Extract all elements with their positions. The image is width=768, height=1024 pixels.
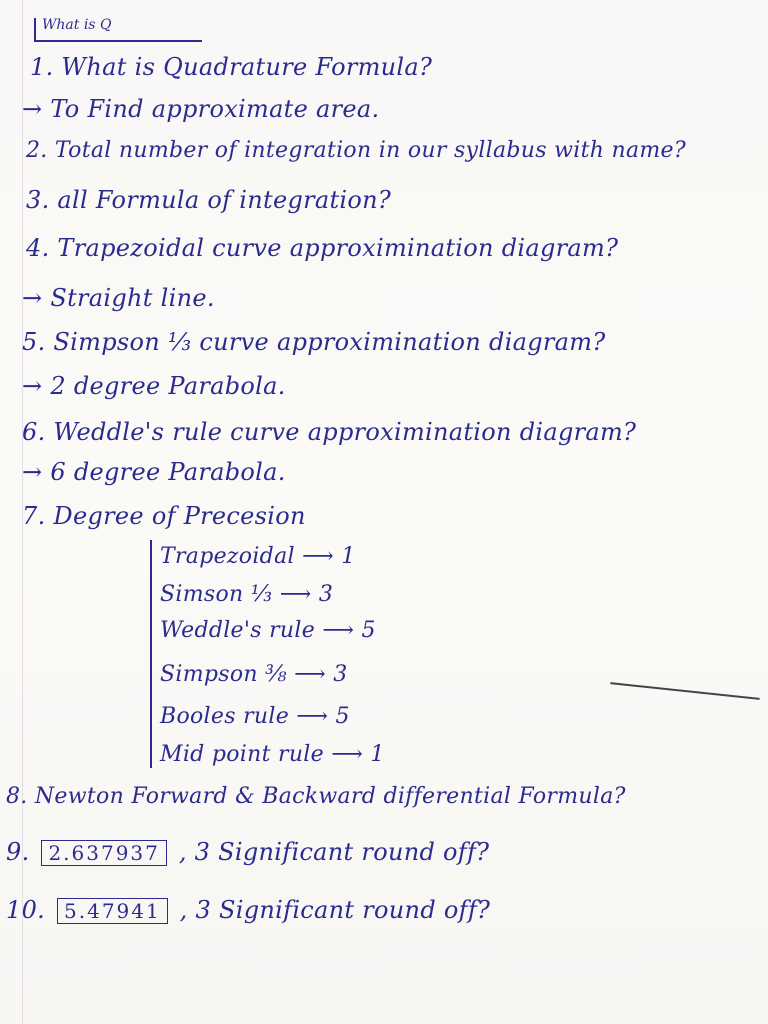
arrow-right-icon: ⟶	[296, 704, 336, 729]
tree-item-2	[160, 584, 333, 606]
question-9	[6, 840, 489, 866]
tree-item-6-value: 1	[370, 742, 385, 767]
answer-6: → 6 degree Parabola.	[22, 458, 286, 486]
question-6: 6. Weddle's rule curve approximination diagram?	[22, 418, 637, 446]
boxed-number: 5.47941	[57, 898, 168, 924]
question-9-number: 9.	[6, 838, 30, 866]
question-9-text: , 3 Significant round off?	[178, 838, 490, 866]
header-fragment: What is Q	[34, 18, 202, 42]
question-10-text: , 3 Significant round off?	[179, 896, 491, 924]
tree-trunk	[150, 540, 152, 768]
tree-item-3-value: 5	[361, 618, 376, 643]
tree-item-5-label: Booles rule	[160, 704, 290, 729]
tree-item-6	[160, 744, 385, 766]
tree-item-1-label: Trapezoidal	[160, 544, 295, 569]
arrow-right-icon: ⟶	[322, 618, 362, 643]
tree-item-6-label: Mid point rule	[160, 742, 324, 767]
question-1: 1. What is Quadrature Formula?	[30, 53, 433, 81]
arrow-right-icon: ⟶	[294, 662, 334, 687]
answer-4: → Straight line.	[22, 284, 215, 312]
arrow-right-icon: ⟶	[302, 544, 342, 569]
question-4: 4. Trapezoidal curve approximination diagram?	[26, 234, 619, 262]
tree-item-4	[160, 664, 348, 686]
question-2: 2. Total number of integration in our syllabus with name?	[26, 138, 686, 163]
tree-item-1-value: 1	[341, 544, 356, 569]
tree-item-3	[160, 620, 376, 642]
answer-5: → 2 degree Parabola.	[22, 372, 286, 400]
tree-item-4-value: 3	[333, 662, 348, 687]
tree-item-5-value: 5	[335, 704, 350, 729]
question-7: 7. Degree of Precesion	[22, 502, 306, 530]
boxed-number: 2.637937	[41, 840, 166, 866]
answer-1: → To Find approximate area.	[22, 95, 380, 123]
question-10	[6, 898, 490, 924]
arrow-right-icon: ⟶	[331, 742, 371, 767]
question-5: 5. Simpson ⅓ curve approximination diagram?	[22, 328, 606, 356]
question-8: 8. Newton Forward & Backward differential Formula?	[6, 784, 626, 809]
tree-item-1	[160, 546, 356, 568]
tree-item-5	[160, 706, 350, 728]
question-10-number: 10.	[6, 896, 46, 924]
question-3: 3. all Formula of integration?	[26, 186, 392, 214]
tree-item-2-value: 3	[318, 582, 334, 607]
arrow-right-icon: ⟶	[279, 582, 319, 607]
tree-item-3-label: Weddle's rule	[160, 618, 316, 643]
tree-item-4-label: Simpson ⅜	[160, 662, 287, 687]
tree-item-2-label: Simson ⅓	[160, 582, 273, 607]
